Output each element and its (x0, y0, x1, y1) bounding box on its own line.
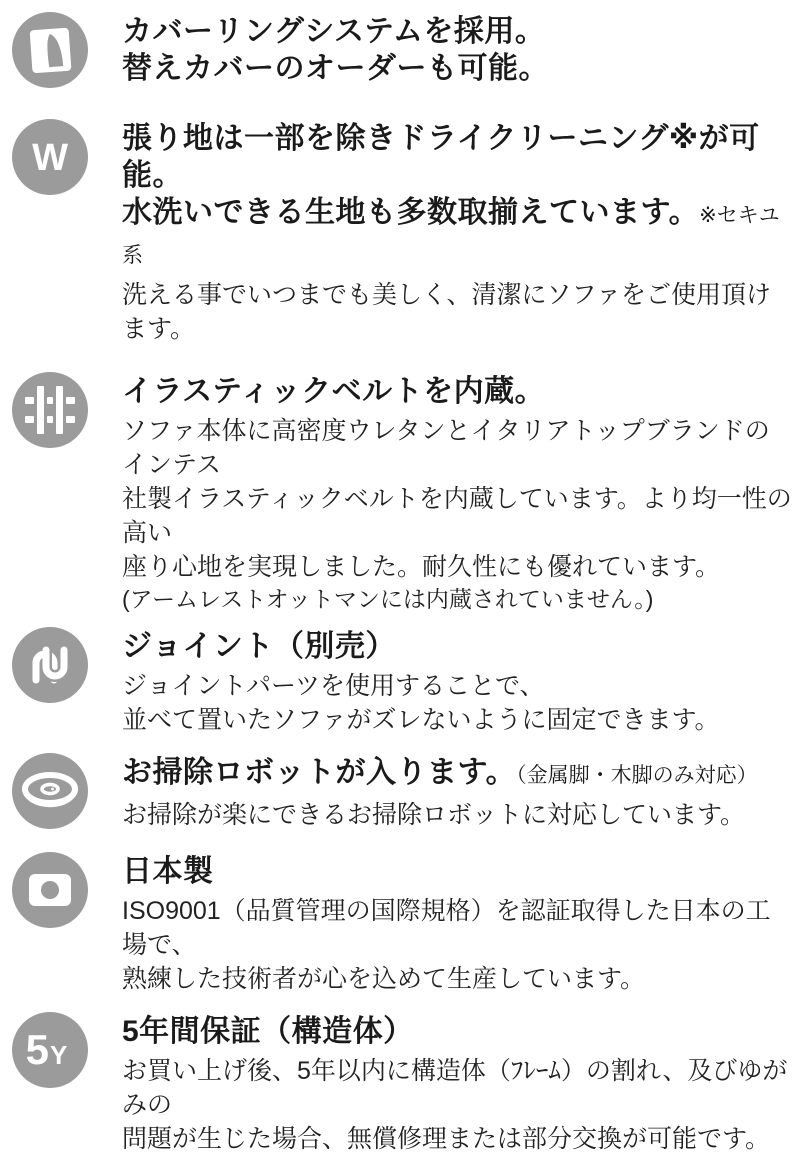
washable-icon-letter: W (32, 137, 68, 179)
joint-icon (12, 627, 88, 703)
title-line: 替えカバーのオーダーも可能。 (122, 52, 549, 85)
feature-warranty (12, 1012, 792, 1156)
warranty-5y-icon (12, 1012, 88, 1088)
feature-note-line: (アームレストオットマンには内蔵されていません。) (122, 586, 654, 612)
title-line: 水洗いできる生地も多数取揃えています。 (122, 196, 700, 229)
feature-body-line: 社製イラスティックベルトを内蔵しています。より均一性の高い (122, 485, 792, 547)
feature-title (122, 373, 792, 410)
feature-joint (12, 627, 792, 737)
feature-body-line: 洗える事でいつまでも美しく、清潔にソファをご使用頂けます。 (122, 281, 772, 343)
title-line: ジョイント（別売） (122, 630, 396, 663)
title-line: 5年間保証（構造体） (122, 1015, 414, 1048)
title-line: 日本製 (122, 855, 214, 888)
feature-body-line: ISO9001（品質管理の国際規格）を認証取得した日本の工場で、 (122, 897, 771, 959)
feature-body-line: 問題が生じた場合、無償修理または部分交換が可能です。 (122, 1125, 771, 1153)
title-line: お掃除ロボットが入ります。 (122, 756, 517, 789)
feature-title (122, 628, 792, 665)
feature-title (122, 120, 792, 274)
elastic-belt-icon (12, 372, 88, 448)
feature-body-line: 並べて置いたソファがズレないように固定できます。 (122, 706, 720, 734)
feature-elastic-belt (12, 372, 792, 615)
feature-made-in-japan (12, 852, 792, 996)
feature-covering-system (12, 12, 792, 91)
made-in-japan-icon (12, 852, 88, 928)
cover-icon (12, 12, 88, 88)
feature-title (122, 853, 792, 890)
robot-vacuum-icon (12, 753, 88, 829)
feature-body-line: お掃除が楽にできるお掃除ロボットに対応しています。 (122, 801, 746, 829)
feature-body-line: ソファ本体に高密度ウレタンとイタリアトップブランドのインテス (122, 417, 770, 479)
feature-body-line: 座り心地を実現しました。耐久性にも優れています。 (122, 553, 721, 581)
warranty-icon-letter: Y (50, 1040, 68, 1070)
feature-body-line: ジョイントパーツを使用することで、 (122, 672, 545, 700)
title-line: 張り地は一部を除きドライクリーニング※が可能。 (122, 122, 760, 192)
feature-body-line: お買い上げ後、5年以内に構造体（ﾌﾚｰﾑ）の割れ、及びゆがみの (122, 1057, 788, 1119)
title-line: イラスティックベルトを内蔵。 (122, 375, 546, 408)
title-note: （金属脚・木脚のみ対応） (516, 764, 758, 787)
warranty-icon-number: 5 (25, 1026, 49, 1073)
title-line: カバーリングシステムを採用。 (122, 15, 546, 48)
washable-icon (12, 119, 88, 195)
feature-robot-vacuum (12, 753, 792, 832)
title-note: ※セキユ系 (122, 204, 780, 267)
feature-title (122, 13, 792, 87)
feature-title (122, 1013, 792, 1050)
feature-title (122, 754, 792, 794)
feature-washable-fabric (12, 119, 792, 346)
feature-body-line: 熟練した技術者が心を込めて生産しています。 (122, 965, 646, 993)
